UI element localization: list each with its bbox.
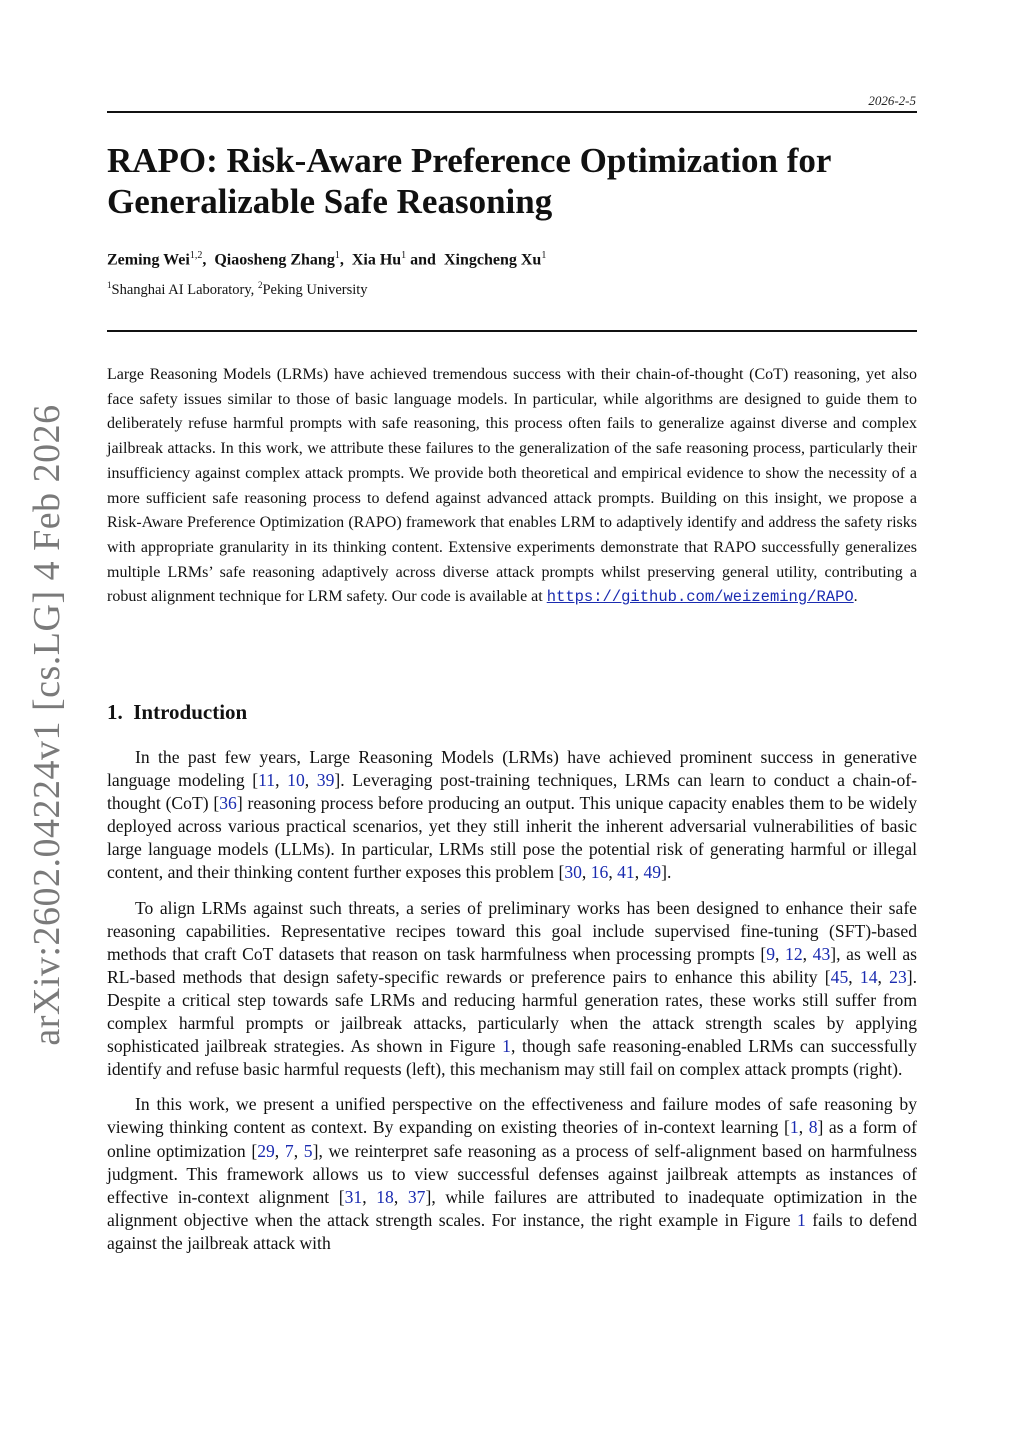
author-affil-sup: 1 [541, 250, 547, 261]
body-text: ]. [661, 862, 672, 883]
author-name: Qiaosheng Zhang [214, 251, 335, 269]
citation-link[interactable]: 41 [617, 862, 635, 883]
body-text: , [362, 1186, 377, 1207]
citation-link[interactable]: 5 [303, 1140, 313, 1161]
code-repository-link[interactable]: https://github.com/weizeming/RAPO [546, 588, 854, 607]
body-text: , [634, 862, 644, 883]
citation-link[interactable]: 10 [287, 770, 305, 791]
body-text: ], as well as RL-based methods that design safety-specific rewards or preference pairs to enhance this ability [ [107, 943, 918, 987]
abstract-text: Large Reasoning Models (LRMs) have achieved tremendous success with their chain-of-thought (CoT) reasoning, yet also face safety issues similar to those of basic language models. In particular, while algorithms are designed to guide them to deliberately refuse harmful prompts with safe reasoning, this process often fails to generalize against diverse and complex jailbreak attacks. In this work, we attribute these failures to the generalization of the safe reasoning process, particularly their insufficiency against complex attack prompts. We provide both theoretical and empirical evidence to show the necessity of a more sufficient safe reasoning process to defend against advanced attack prompts. Building on this insight, we propose a Risk-Aware Preference Optimization (RAPO) framework that enables LRM to adaptively identify and address the safety risks with appropriate granularity in its thinking content. Extensive experiments demonstrate that RAPO successfully generalizes multiple LRMs’ safe reasoning adaptively across diverse attack prompts whilst preserving general utility, contributing a robust alignment technique for LRM safety. Our code is available at [107, 366, 917, 606]
author-list: Zeming Wei$^{1,2}$, Qiaosheng Zhang$^1$, Xia Hu$^1$ and Xingcheng Xu$^1$ [107, 250, 547, 269]
body-text: , [293, 1140, 304, 1161]
affiliation-list [107, 280, 368, 299]
citation-link[interactable]: 18 [376, 1186, 394, 1207]
citation-link[interactable]: 12 [785, 943, 803, 964]
affil-sup: 1 [107, 280, 112, 290]
intro-paragraph-3 [107, 1093, 917, 1255]
citation-link[interactable]: 8 [808, 1117, 818, 1138]
intro-paragraph-1 [107, 746, 917, 885]
body-text: To align LRMs against such threats, a series of preliminary works has been designed to enhance their safe reasoning capabilities. Representative recipes toward this goal include supervised fine-tuning (SFT)-based methods that craft CoT datasets that reason on task harmfulness when processing prompts [ [107, 897, 917, 964]
citation-link[interactable]: 1 [789, 1117, 799, 1138]
body-text: , though safe reasoning-enabled LRMs can successfully identify and refuse basic harmful requests (left), this mechanism may still fail on complex attack prompts (right). [107, 1036, 917, 1080]
body-text: ] as a form of online optimization [ [107, 1117, 918, 1161]
citation-link[interactable]: 39 [316, 770, 335, 791]
citation-link[interactable]: 9 [766, 943, 775, 964]
body-text: , [798, 1117, 809, 1138]
citation-link[interactable]: 49 [643, 862, 662, 883]
citation-link[interactable]: 45 [830, 966, 849, 987]
author-affil-sup: 1 [334, 250, 340, 261]
body-text: , [608, 862, 618, 883]
citation-link[interactable]: 36 [219, 793, 237, 814]
abstract-end: . [853, 588, 858, 606]
author-name: Xingcheng Xu [443, 251, 542, 269]
header-bottom-rule [107, 330, 917, 332]
arxiv-sidebar-stamp: arXiv:2602.04224v1 [cs.LG] 4 Feb 2026 [26, 404, 68, 1046]
body-text: , [802, 943, 813, 964]
affil-sup: 2 [257, 280, 263, 290]
citation-link[interactable]: 7 [284, 1140, 294, 1161]
affiliation-name: Peking University [262, 281, 368, 298]
body-text: In the past few years, Large Reasoning Models (LRMs) have achieved prominent success in generative language modeling [ [107, 747, 917, 791]
paper-date: 2026-2-5 [868, 93, 916, 108]
top-rule [107, 111, 917, 113]
citation-link[interactable]: 1 [797, 1209, 806, 1230]
body-text: , [393, 1186, 408, 1207]
body-text: , [877, 966, 890, 987]
citation-link[interactable]: 30 [564, 862, 582, 883]
author-affil-sup: 1 [401, 250, 407, 261]
author-affil-sup: 1,2 [189, 250, 203, 261]
body-text: ]. Despite a critical step towards safe LRMs and reducing harmful generation rates, these works still suffer from complex harmful prompts or jailbreak attacks, particularly when the attack strength scales by applying sophisticated jailbreak strategies. As shown in Figure [107, 966, 918, 1057]
body-text: , [275, 770, 288, 791]
body-text: , [274, 1140, 285, 1161]
citation-link[interactable]: 23 [889, 966, 907, 987]
citation-link[interactable]: 11 [258, 770, 276, 791]
section-heading [107, 700, 247, 725]
body-text: , [848, 966, 860, 987]
affiliation-name: Shanghai AI Laboratory, [111, 281, 255, 298]
author-name: Zeming Wei [107, 251, 190, 269]
citation-link[interactable]: 43 [812, 943, 831, 964]
citation-link[interactable]: 1 [502, 1036, 511, 1057]
title-line-1: RAPO: Risk-Aware Preference Optimization for [107, 141, 832, 180]
introduction-body [107, 746, 917, 1267]
section-number: 1. [107, 700, 123, 724]
body-text: ], we reinterpret safe reasoning as a process of self-alignment based on harmfulness judgment. This framework allows us to view successful defenses against jailbreak attempts as instances of effective in-context alignment [ [107, 1140, 918, 1207]
body-text: In this work, we present a unified perspective on the effectiveness and failure modes of safe reasoning by viewing thinking content as context. By expanding on existing theories of in-context learning [ [107, 1094, 917, 1138]
body-text: , [304, 770, 317, 791]
intro-paragraph-2 [107, 897, 917, 1082]
section-title: Introduction [133, 700, 248, 724]
body-text: ] reasoning process before producing an output. This unique capacity enables them to be widely deployed across various practical scenarios, yet they still inherit the inherent adversarial vulnerabilities of basic large language models (LLMs). In particular, LRMs still pose the potential risk of generating harmful or illegal content, and their thinking content further exposes this problem [ [107, 793, 917, 883]
citation-link[interactable]: 37 [407, 1186, 426, 1207]
citation-link[interactable]: 31 [344, 1186, 363, 1207]
title-line-2: Generalizable Safe Reasoning [107, 182, 553, 221]
body-text: fails to defend against the jailbreak attack with [107, 1209, 917, 1253]
abstract [107, 363, 917, 610]
citation-link[interactable]: 29 [257, 1140, 275, 1161]
citation-link[interactable]: 16 [590, 862, 609, 883]
body-text: ], while failures are attributed to inadequate optimization in the alignment objective when the attack strength scales. For instance, the right example in Figure [107, 1186, 918, 1230]
body-text: , [581, 862, 591, 883]
body-text: ]. Leveraging post-training techniques, LRMs can learn to conduct a chain-of-thought (CoT) [ [107, 770, 918, 814]
author-conjunction: and [410, 251, 436, 269]
body-text: , [775, 943, 786, 964]
author-name: Xia Hu [351, 251, 402, 269]
paper-title [107, 140, 917, 222]
citation-link[interactable]: 14 [859, 966, 878, 987]
